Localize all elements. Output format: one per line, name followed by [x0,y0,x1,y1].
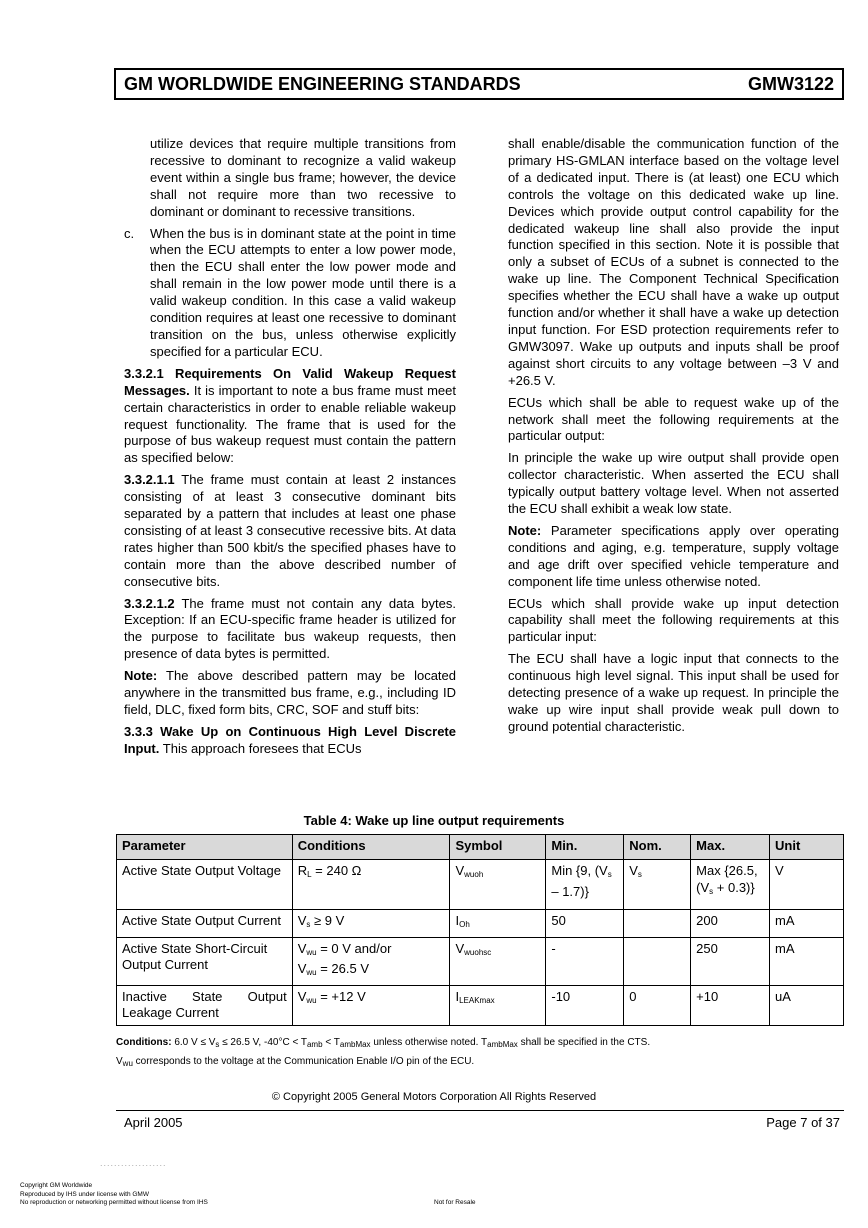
conditions-note: Conditions: 6.0 $V \le V_s \le 26.5$ V, $-40^\circ C < T_{amb} < T_{ambMax}$ unless otherwise noted. $T_{ambMax}$ shall be specified in the CTS. [116,1037,651,1049]
section-3-3-3: 3.3.3 Wake Up on Continuous High Level Discrete Input. This approach foresees that ECUs [124,723,456,756]
table-row [117,985,844,1025]
unit-cell: V [770,860,844,910]
column-header: Max. [691,835,770,860]
not-for-resale-label: Not for Resale [434,1199,476,1206]
left-column [124,136,456,763]
page-header [114,68,844,100]
symbol-cell: $V_{wuoh}$ [450,860,546,910]
parameter-cell: Active State Short-Circuit Output Current [117,937,293,985]
unit-cell: mA [770,910,844,938]
column-header: Conditions [292,835,450,860]
paragraph: In principle the wake up wire output shall provide open collector characteristic. When asserted the ECU shall typically output battery voltage level. When not asserted the ECU shall exhibit a weak low state. [508,450,839,517]
nom-cell [624,910,691,938]
section-3-3-2-1: 3.3.2.1 Requirements On Valid Wakeup Request Messages. It is important to note a bus frame must meet certain characteristics in order to enable reliable wakeup request functionality. The frame that is used for the purpose of bus wakeup request must contain the pattern as specified below: [124,365,456,466]
table-header-row [117,835,844,860]
dotted-line: ................... [100,1158,167,1168]
nom-cell: $V_s$ [624,860,691,910]
min-cell: Min {9, $(V_s - 1.7)$} [546,860,624,910]
footer-divider [116,1110,844,1111]
section-heading: 3.3.2.1.2 [124,595,175,611]
symbol-cell: $I_{LEAKmax}$ [450,985,546,1025]
conditions-cell: $V_s \ge 9$ V [292,910,450,938]
column-header: Nom. [624,835,691,860]
table-notes [116,1034,846,1072]
table-row [117,937,844,985]
vwu-note: $V_{wu}$ corresponds to the voltage at the Communication Enable I/O pin of the ECU. [116,1056,475,1068]
copyright-notice: © Copyright 2005 General Motors Corporation All Rights Reserved [271,1091,597,1103]
paragraph: The ECU shall have a logic input that connects to the continuous high level signal. This input shall be used for detecting presence of a wake up request. In principle the wake up wire input shall provide weak pull down to ground potential characteristic. [508,651,839,734]
note-paragraph: Note: Parameter specifications apply over operating conditions and aging, e.g. temperature, supply voltage and age drift over specified vehicle temperature and component life time unless otherwise noted. [508,522,839,589]
header-title: GM WORLDWIDE ENGINEERING STANDARDS [124,73,521,94]
page-number: Page 7 of 37 [766,1115,840,1130]
parameter-cell: Active State Output Voltage [117,860,293,910]
max-cell: +10 [691,985,770,1025]
column-header: Parameter [117,835,293,860]
unit-cell: uA [770,985,844,1025]
list-item-c [124,226,456,361]
footer-date: April 2005 [124,1115,183,1130]
conditions-cell: $R_L = 240$ Ω [292,860,450,910]
symbol-cell: $I_{Oh}$ [450,910,546,938]
note-label: Note: [508,522,542,538]
section-3-3-2-1-1: 3.3.2.1.1 The frame must contain at least 2 instances consisting of at least 3 consecutive dominant bits separated by a pattern that includes at least one phase consisting of at least 3 consecutive recessive bits. At data rates higher than 500 kbit/s the specified phases have to contain more than the above described number of consecutive bits. [124,472,456,589]
list-marker: c. [124,225,135,241]
section-heading: 3.3.2.1.1 [124,472,175,488]
conditions-cell: $V_{wu} = 0$ V and/or $V_{wu} = 26.5$ V [292,937,450,985]
paragraph: ECUs which shall be able to request wake up of the network shall meet the following requirements at the particular output: [508,394,839,444]
min-cell: - [546,937,624,985]
conditions-cell: $V_{wu} = +12$ V [292,985,450,1025]
right-column [508,136,839,741]
paragraph: shall enable/disable the communication function of the primary HS-GMLAN interface based on the voltage level of a dedicated input. There is (at least) one ECU which controls the voltage on this dedicated wake up line. Devices which provide output control capability for the dedicated wakeup line shall also provide the input function specified in this section. Note it is possible that only a subset of ECUs of a subnet is connected to the wake up line. The Component Technical Specification specifies whether the ECU shall have a wake up output function and/or whether it shall have a wake up detection input function. For ESD protection requirements refer to GMW3097. Wake up outputs and inputs shall be proof against short circuits to any voltage between –3 V and +26.5 V. [508,136,839,388]
parameter-cell: Active State Output Current [117,910,293,938]
section-heading: 3.3.3 Wake Up on Continuous High Level Discrete Input. [124,723,456,756]
table-row [117,910,844,938]
parameter-cell: Inactive State Output Leakage Current [117,985,293,1025]
list-item-text: When the bus is in dominant state at the point in time when the ECU attempts to enter a low power mode, then the ECU shall enter the low power mode and shall remain in the low power mode until there is a valid wakeup condition. In this case a valid wakeup condition requires at least one recessive to dominant transition on the bus, unless otherwise explicitly specified for a particular ECU. [150,225,456,359]
min-cell: 50 [546,910,624,938]
column-header: Min. [546,835,624,860]
requirements-table [116,834,844,1026]
column-header: Symbol [450,835,546,860]
max-cell: Max {26.5, $(V_s + 0.3)$} [691,860,770,910]
section-3-3-2-1-2: 3.3.2.1.2 The frame must not contain any data bytes. Exception: If an ECU-specific frame header is utilized for the purpose to facilitate bus wakeup requests, then presence of data bytes is permitted. [124,595,456,662]
nom-cell [624,937,691,985]
paragraph: ECUs which shall provide wake up input detection capability shall meet the following requirements at this particular input: [508,595,839,645]
max-cell: 200 [691,910,770,938]
unit-cell: mA [770,937,844,985]
license-text: Copyright GM Worldwide Reproduced by IHS under license with GMW No reproduction or networking permitted without license from IHS [20,1182,208,1206]
table-row [117,860,844,910]
paragraph: utilize devices that require multiple transitions from recessive to dominant to recognize a valid wakeup event within a single bus frame; however, the device shall not require more than two recessive to dominant or dominant to recessive transitions. [150,136,456,219]
section-heading: 3.3.2.1 Requirements On Valid Wakeup Request Messages. [124,365,456,398]
nom-cell: 0 [624,985,691,1025]
note-label: Note: [124,668,158,684]
document-code: GMW3122 [747,73,834,94]
column-header: Unit [770,835,844,860]
min-cell: -10 [546,985,624,1025]
note-paragraph: Note: The above described pattern may be located anywhere in the transmitted bus frame, e.g., including ID field, DLC, fixed form bits, CRC, SOF and stuff bits: [124,668,456,717]
max-cell: 250 [691,937,770,985]
table-caption: Table 4: Wake up line output requirements [303,813,565,828]
symbol-cell: $V_{wuohsc}$ [450,937,546,985]
